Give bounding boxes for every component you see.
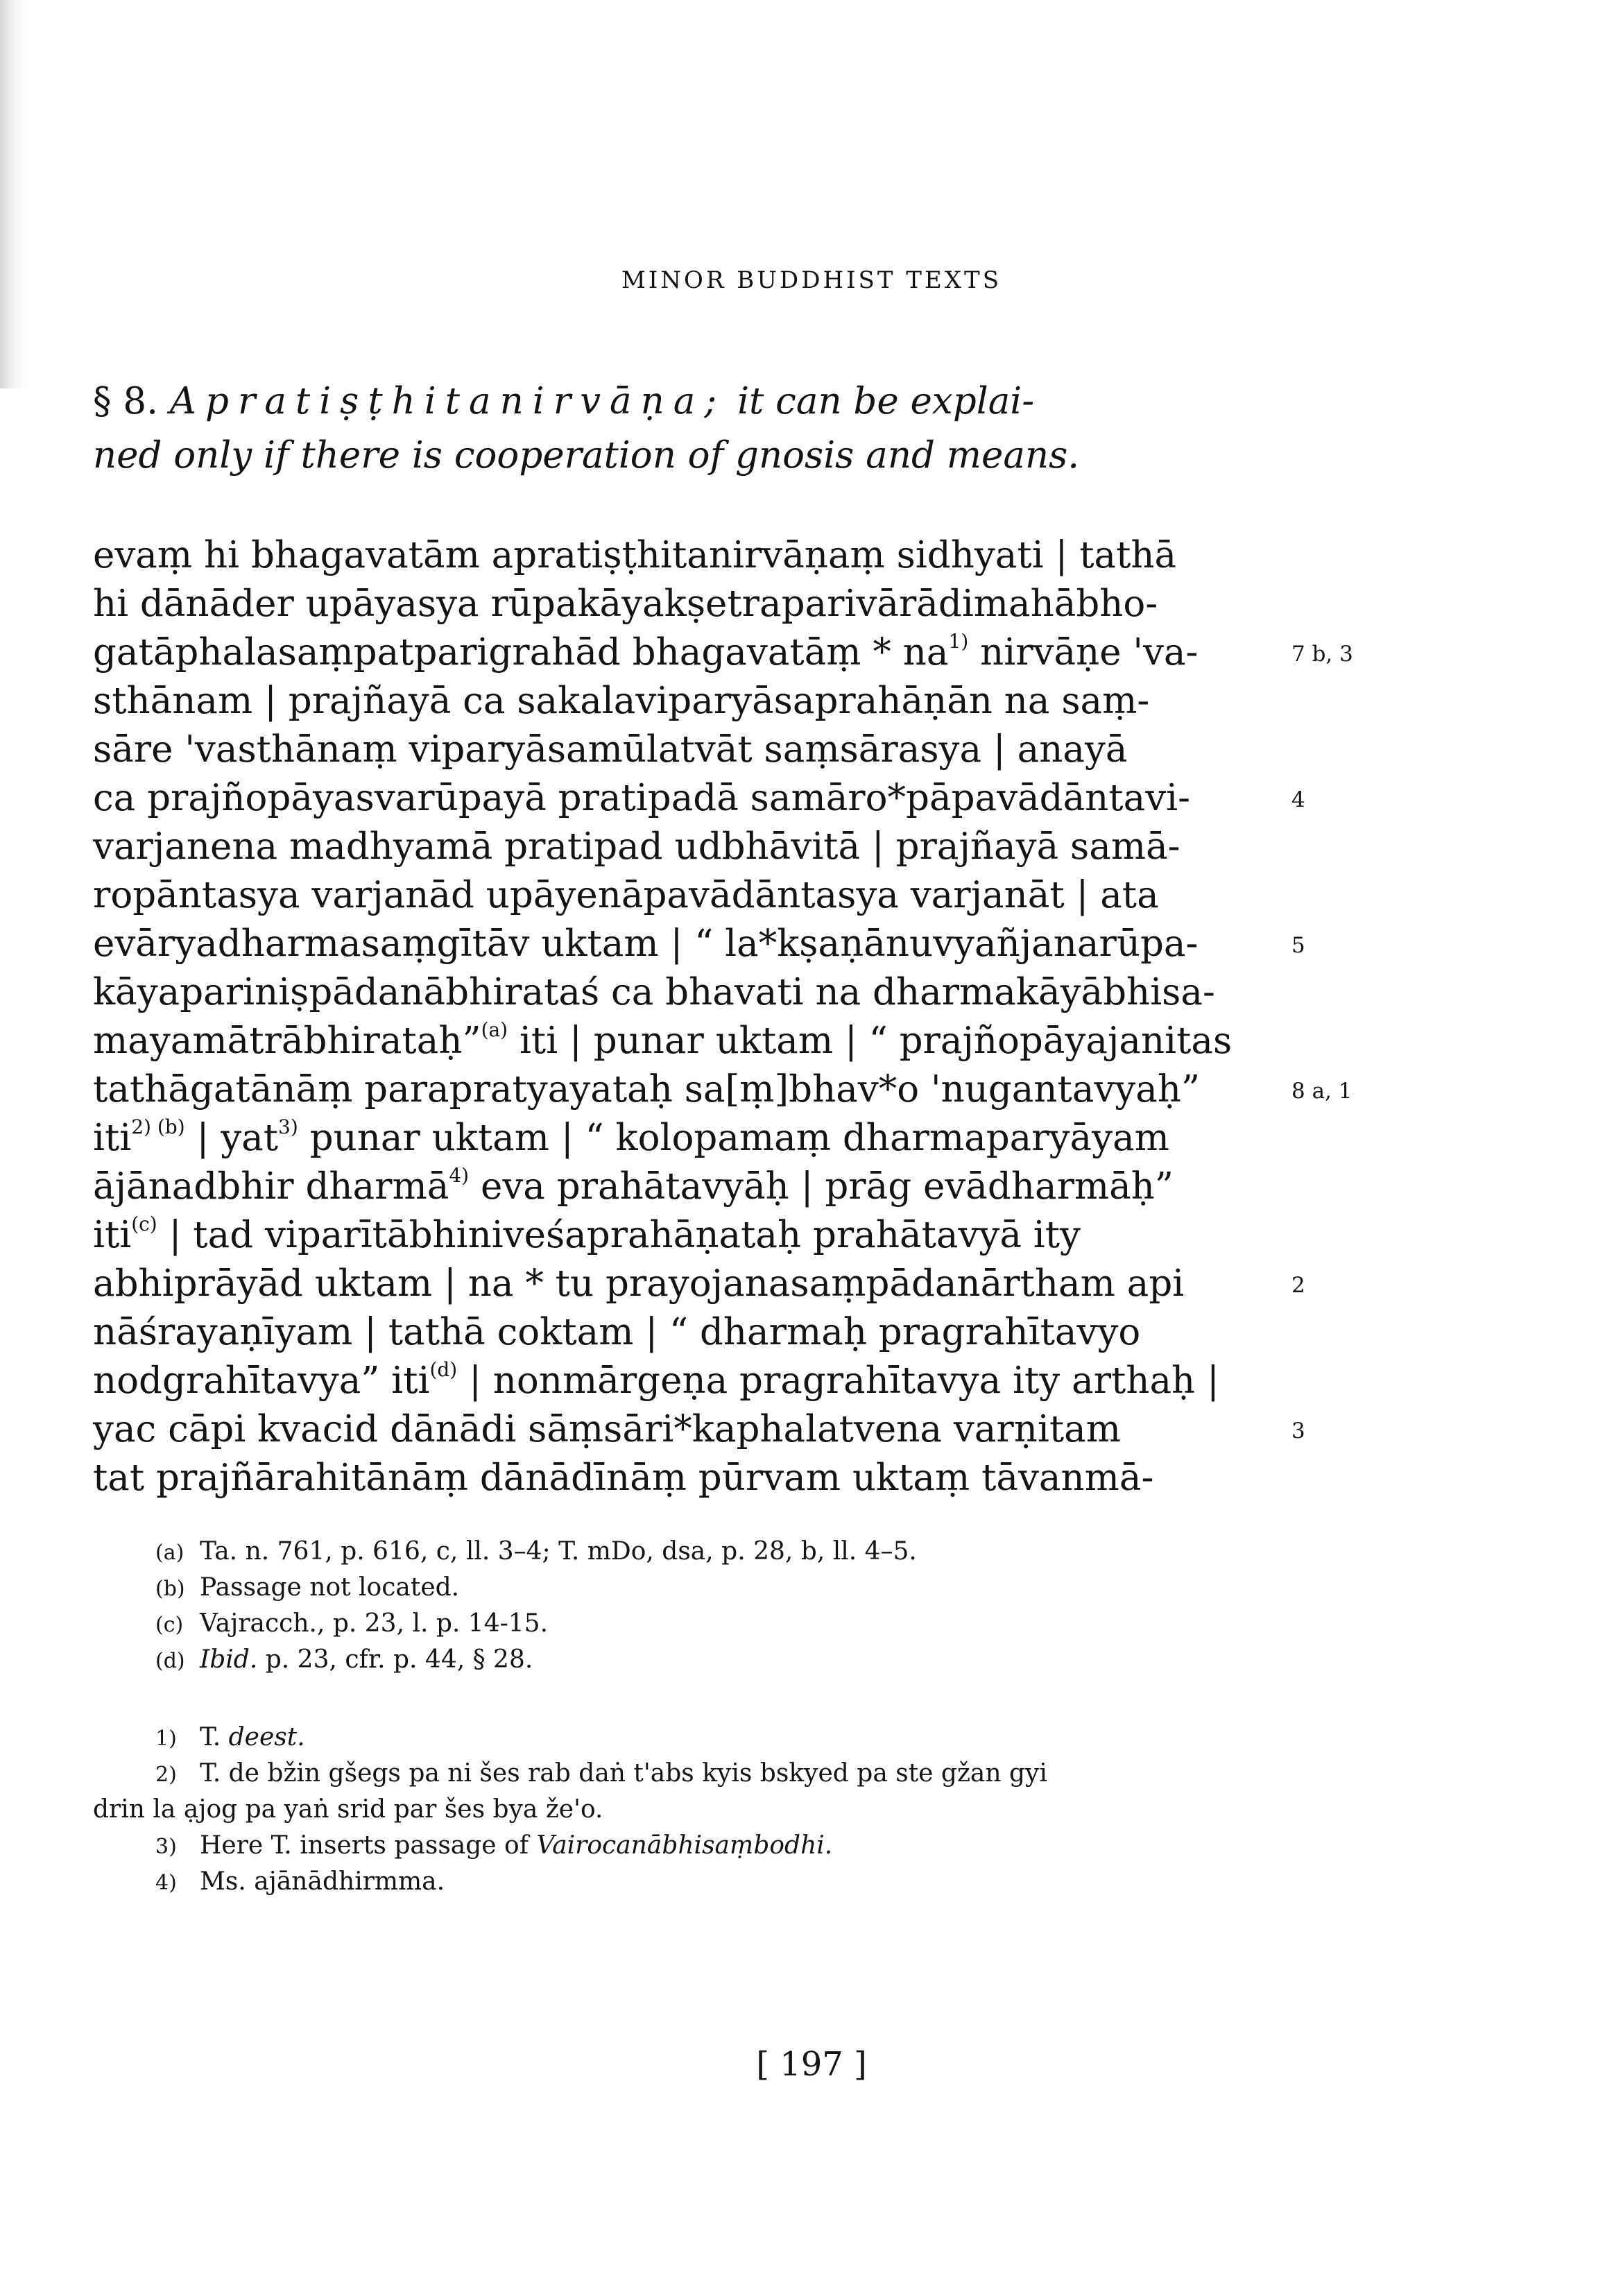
text-line-head: gatāphalasaṃpatparigrahād bhagavatāṃ * na [93, 631, 949, 674]
lettered-note [155, 1609, 1334, 1638]
text-line: ca prajñopāyasvarūpayā pratipadā samāro*pāpavādāntavi- [93, 777, 1191, 819]
lettered-note [155, 1645, 1334, 1674]
text-line-head: iti [93, 1117, 132, 1159]
note-text-italic: Vairocanābhisaṃbodhi. [536, 1831, 833, 1860]
lettered-note [155, 1537, 1334, 1566]
note-text: Ta. n. 761, p. 616, c, ll. 3–4; T. mDo, dsa, p. 28, b, ll. 4–5. [200, 1537, 917, 1566]
text-line: abhiprāyād uktam | na * tu prayojanasaṃpādanārtham api [93, 1262, 1185, 1305]
note-mark: (d) [155, 1649, 185, 1673]
note-mark: (a) [155, 1541, 184, 1565]
text-line-head: iti [93, 1214, 132, 1256]
text-line-tail: eva prahātavyāḥ | prāg evādharmāḥ” [480, 1165, 1174, 1208]
note-mark: 1) [155, 1727, 177, 1751]
text-line: evaṃ hi bhagavatām apratiṣṭhitanirvāṇaṃ sidhyati | tathā [93, 534, 1177, 576]
section-heading [93, 375, 1272, 483]
text-line: evāryadharmasaṃgītāv uktam | “ la*kṣaṇānuvyañjanarūpa- [93, 923, 1199, 965]
footnote-ref: 4) [449, 1164, 470, 1187]
page-number: [ 197 ] [756, 2045, 867, 2084]
margin-folio-ref: 7 b, 3 [1291, 642, 1353, 667]
margin-folio-ref: 4 [1291, 787, 1305, 812]
running-head: MINOR BUDDHIST TEXTS [621, 266, 1002, 294]
text-line: ropāntasya varjanād upāyenāpavādāntasya varjanāt | ata [93, 874, 1159, 916]
section-heading-line-1 [93, 375, 1272, 429]
note-text: Here T. inserts passage of [200, 1831, 529, 1860]
text-line: sthānam | prajñayā ca sakalaviparyāsaprahāṇān na saṃ- [93, 680, 1150, 722]
note-text: T. de bžin gšegs pa ni šes rab daṅ t'abs kyis bskyed pa ste gžan gyi [200, 1759, 1047, 1788]
note-ref: (c) [131, 1213, 157, 1235]
text-line-tail: | nonmārgeṇa pragrahītavya ity arthaḥ | [469, 1360, 1219, 1402]
text-line [93, 631, 1272, 674]
numbered-footnote [155, 1831, 1334, 1860]
note-ref: 2) (b) [131, 1115, 185, 1138]
note-mark: 3) [155, 1835, 177, 1859]
text-line [93, 1117, 1272, 1159]
note-text: T. [200, 1723, 221, 1751]
margin-folio-ref: 2 [1291, 1273, 1305, 1298]
section-number: § 8. [93, 380, 158, 422]
text-line-head: ājānadbhir dharmā [93, 1165, 449, 1208]
text-line-tail: nirvāṇe 'va- [980, 631, 1199, 674]
text-line: hi dānāder upāyasya rūpakāyakṣetraparivārādimahābho- [93, 583, 1158, 625]
section-description-2: ned only if there is cooperation of gnosis and means. [93, 434, 1080, 477]
note-mark: (b) [155, 1577, 185, 1601]
footnote-ref: 3) [278, 1115, 298, 1138]
margin-folio-ref: 3 [1291, 1419, 1305, 1443]
note-ref: (a) [481, 1018, 508, 1041]
numbered-footnote [155, 1759, 1334, 1788]
text-line: kāyapariniṣpādanābhirataś ca bhavati na dharmakāyābhisa- [93, 971, 1215, 1013]
text-line-head: nodgrahītavya” iti [93, 1360, 430, 1402]
scan-edge-shadow [0, 0, 24, 388]
note-mark: (c) [155, 1613, 184, 1637]
section-term: Apratiṣṭhitanirvāṇa; [169, 380, 726, 422]
text-line-tail: punar uktam | “ kolopamaṃ dharmaparyāyam [309, 1117, 1169, 1159]
note-mark: 4) [155, 1871, 177, 1895]
section-description-1: it can be explai- [737, 380, 1035, 422]
lettered-note [155, 1573, 1334, 1602]
note-text: Ms. ajānādhirmma. [200, 1867, 445, 1896]
text-line: sāre 'vasthānaṃ viparyāsamūlatvāt saṃsārasya | anayā [93, 728, 1128, 771]
note-text-italic: Ibid. [200, 1645, 258, 1674]
footnote-continuation: drin la ạjog pa yaṅ srid par šes bya že'o. [93, 1795, 603, 1824]
text-line [93, 1214, 1272, 1256]
text-line: tat prajñārahitānāṃ dānādīnāṃ pūrvam uktaṃ tāvanmā- [93, 1457, 1154, 1499]
margin-folio-ref: 5 [1291, 933, 1305, 958]
numbered-footnote [155, 1723, 1334, 1751]
text-line [93, 1360, 1272, 1402]
text-line [93, 1165, 1272, 1208]
numbered-footnote [155, 1867, 1334, 1896]
note-text: Passage not located. [200, 1573, 460, 1602]
footnote-ref: 1) [948, 630, 969, 653]
note-text: p. 23, cfr. p. 44, § 28. [265, 1645, 533, 1674]
text-line: nāśrayaṇīyam | tathā coktam | “ dharmaḥ pragrahītavyo [93, 1311, 1141, 1353]
margin-folio-ref: 8 a, 1 [1291, 1079, 1352, 1104]
text-line-mid: | yat [196, 1117, 279, 1159]
note-mark: 2) [155, 1763, 177, 1787]
note-text: Vajracch., p. 23, l. p. 14-15. [200, 1609, 549, 1638]
text-line: varjanena madhyamā pratipad udbhāvitā | prajñayā samā- [93, 825, 1180, 868]
text-line: yac cāpi kvacid dānādi sāṃsāri*kaphalatvena varṇitam [93, 1408, 1121, 1450]
text-line-tail: iti | punar uktam | “ prajñopāyajanitas [519, 1020, 1233, 1062]
note-text-italic: deest. [228, 1723, 305, 1751]
text-line: tathāgatānāṃ parapratyayataḥ sa[ṃ]bhav*o 'nugantavyaḥ” [93, 1068, 1201, 1111]
text-line-head: mayamātrābhirataḥ” [93, 1020, 481, 1062]
note-ref: (d) [429, 1358, 458, 1381]
text-line-tail: | tad viparītābhiniveśaprahāṇataḥ prahātavyā ity [169, 1214, 1081, 1256]
text-line [93, 1020, 1272, 1062]
